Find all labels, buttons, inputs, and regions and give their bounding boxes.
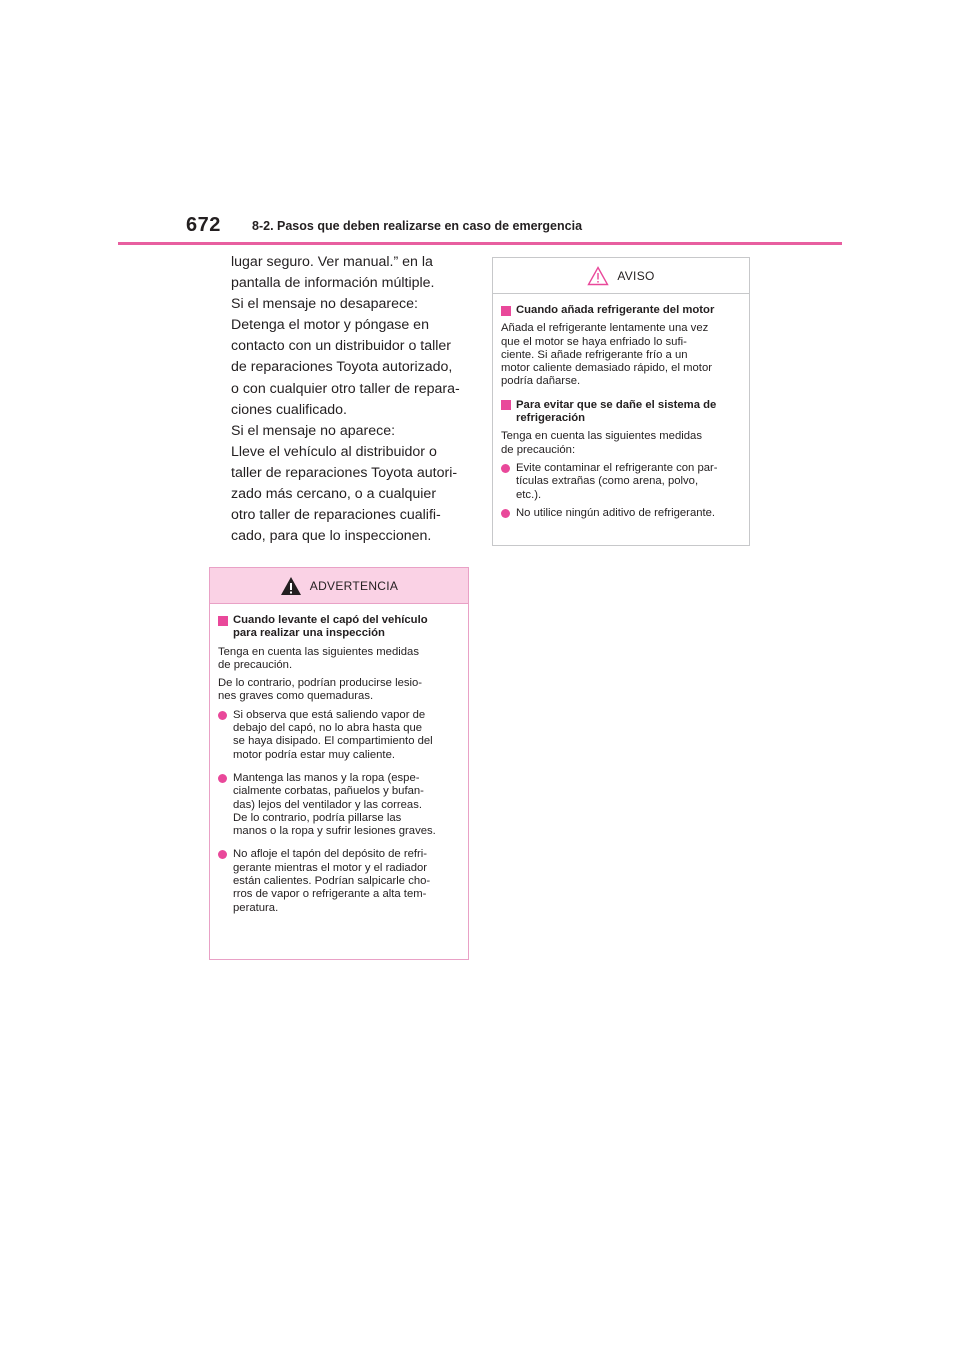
bullet-line: das) lejos del ventilador y las correas. — [233, 798, 422, 811]
notice-paragraph — [501, 430, 741, 457]
body-text — [231, 252, 471, 547]
bullet-line: peratura. — [233, 901, 279, 914]
paragraph-line: que el motor se haya enfriado lo sufi- — [501, 335, 687, 348]
body-line: otro taller de reparaciones cualifi- — [231, 507, 441, 524]
circle-bullet-icon — [218, 850, 227, 859]
notice-heading — [501, 304, 741, 317]
notice-triangle-icon — [587, 266, 609, 286]
paragraph-line: motor caliente demasiado rápido, el motor — [501, 362, 712, 375]
bullet-line: gerante mientras el motor y el radiador — [233, 861, 428, 874]
bullet-line: Si observa que está saliendo vapor de — [233, 708, 426, 721]
body-line: cado, para que lo inspeccionen. — [231, 528, 432, 545]
bullet-line: Evite contaminar el refrigerante con par- — [516, 461, 718, 474]
warning-title: ADVERTENCIA — [309, 578, 399, 593]
circle-bullet-icon — [501, 464, 510, 473]
warning-bullet — [218, 848, 460, 914]
body-line: zado más cercano, o a cualquier — [231, 486, 437, 503]
body-line: ciones cualificado. — [231, 401, 347, 418]
body-line: contacto con un distribuidor o taller — [231, 338, 452, 355]
page-number: 672 — [186, 214, 221, 236]
notice-title: AVISO — [617, 268, 655, 283]
paragraph-line: De lo contrario, podrían producirse lesio- — [218, 677, 423, 690]
warning-triangle-icon — [280, 576, 302, 596]
bullet-line: rros de vapor o refrigerante a alta tem- — [233, 888, 427, 901]
paragraph-line: ciente. Si añade refrigerante frío a un — [501, 348, 688, 361]
warning-box — [209, 567, 469, 960]
body-line: o con cualquier otro taller de repara- — [231, 380, 460, 397]
bullet-line: No afloje el tapón del depósito de refri- — [233, 848, 428, 861]
body-line: Detenga el motor y póngase en — [231, 317, 429, 334]
notice-paragraph — [501, 322, 741, 388]
bullet-line: etc.). — [516, 488, 542, 501]
warning-bullet — [218, 709, 460, 762]
paragraph-line: Añada el refrigerante lentamente una vez — [501, 322, 709, 335]
warning-heading-line: Cuando levante el capó del vehículo — [233, 614, 428, 626]
bullet-line: se haya disipado. El compartimiento del — [233, 735, 433, 748]
bullet-line: No utilice ningún aditivo de refrigerante. — [516, 506, 716, 519]
paragraph-line: nes graves como quemaduras. — [218, 690, 374, 703]
body-line: pantalla de información múltiple. — [231, 275, 435, 292]
body-line: taller de reparaciones Toyota autori- — [231, 464, 458, 481]
paragraph-line: de precaución: — [501, 443, 576, 456]
notice-heading-line: Para evitar que se dañe el sistema de — [516, 398, 717, 411]
notice-bullet — [501, 507, 741, 520]
warning-header — [210, 568, 468, 604]
body-line: Lleve el vehículo al distribuidor o — [231, 443, 437, 460]
body-line: de reparaciones Toyota autorizado, — [231, 359, 453, 376]
warning-bullet — [218, 772, 460, 838]
bullet-line: manos o la ropa y sufrir lesiones graves. — [233, 825, 436, 838]
warning-heading-line: para realizar una inspección — [233, 627, 385, 640]
bullet-line: Mantenga las manos y la ropa (espe- — [233, 771, 420, 784]
notice-bullet — [501, 462, 741, 502]
warning-heading — [218, 614, 460, 641]
bullet-line: cialmente corbatas, pañuelos y bufan- — [233, 785, 424, 798]
notice-header — [493, 258, 749, 294]
section-title: 8-2. Pasos que deben realizarse en caso de emergencia — [252, 219, 583, 233]
paragraph-line: Tenga en cuenta las siguientes medidas — [218, 645, 419, 658]
square-bullet-icon — [501, 400, 511, 410]
bullet-line: motor podría estar muy caliente. — [233, 748, 395, 761]
paragraph-line: podría dañarse. — [501, 375, 581, 388]
paragraph-line: Tenga en cuenta las siguientes medidas — [501, 430, 702, 443]
warning-paragraph — [218, 677, 460, 704]
notice-box — [492, 257, 750, 546]
circle-bullet-icon — [501, 509, 510, 518]
square-bullet-icon — [501, 306, 511, 316]
warning-paragraph — [218, 646, 460, 673]
bullet-line: debajo del capó, no lo abra hasta que — [233, 722, 423, 735]
square-bullet-icon — [218, 616, 228, 626]
body-line: lugar seguro. Ver manual.” en la — [231, 254, 433, 270]
circle-bullet-icon — [218, 711, 227, 720]
notice-heading — [501, 399, 741, 426]
header-rule — [118, 242, 842, 245]
body-line: Si el mensaje no desaparece: — [231, 296, 418, 313]
bullet-line: están calientes. Podrían salpicarle cho- — [233, 875, 431, 888]
bullet-line: De lo contrario, podría pillarse las — [233, 811, 402, 824]
notice-heading-line: refrigeración — [516, 412, 586, 425]
notice-heading-line: Cuando añada refrigerante del motor — [516, 304, 715, 316]
bullet-line: tículas extrañas (como arena, polvo, — [516, 475, 699, 488]
body-line: Si el mensaje no aparece: — [231, 422, 396, 439]
paragraph-line: de precaución. — [218, 658, 293, 671]
circle-bullet-icon — [218, 774, 227, 783]
